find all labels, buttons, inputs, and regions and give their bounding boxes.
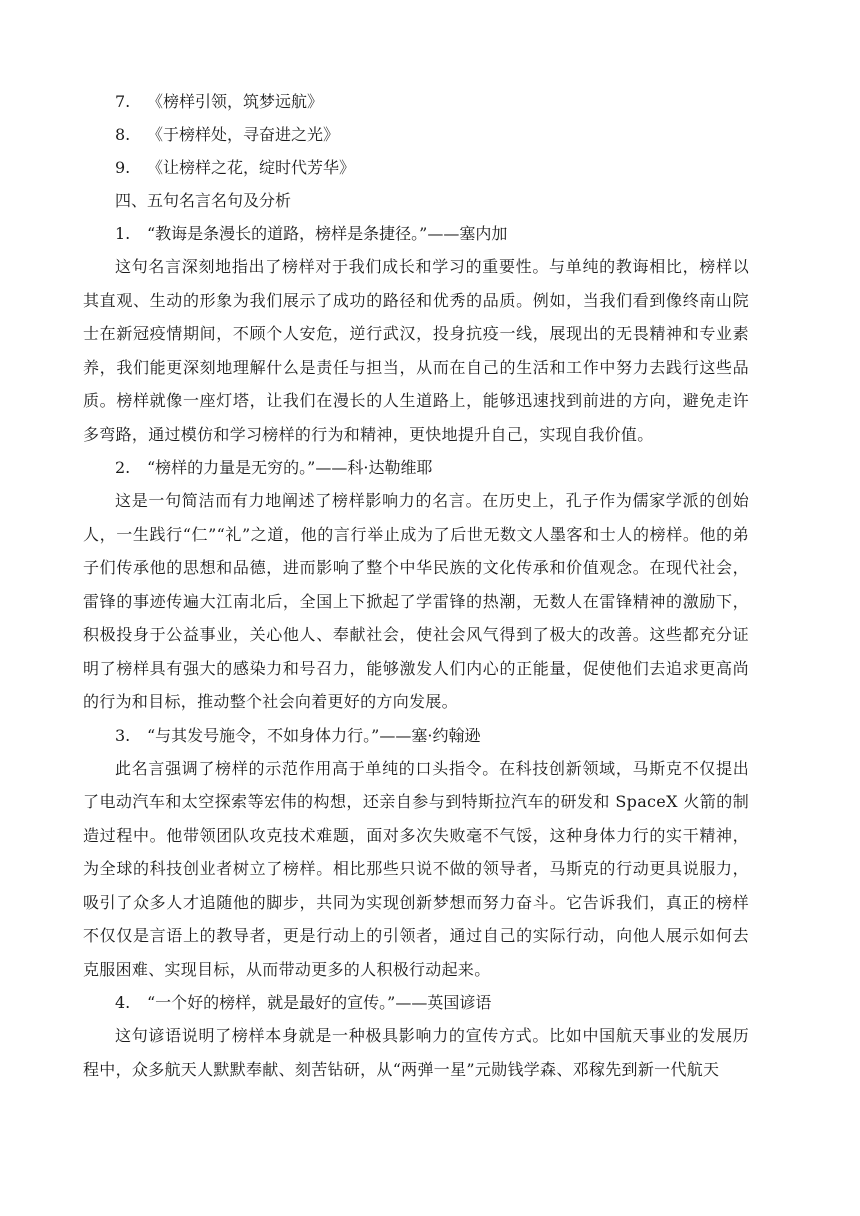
quote-number: 4. [115, 993, 131, 1012]
title-item-text: 《榜样引领，筑梦远航》 [147, 92, 324, 111]
title-item-9 [115, 151, 749, 184]
quote-heading-1 [115, 217, 749, 250]
title-item-7 [115, 85, 749, 118]
title-item-text: 《让榜样之花，绽时代芳华》 [147, 158, 356, 177]
section-heading: 四、五句名言名句及分析 [115, 191, 292, 210]
quote-analysis-2: 这是一句简洁而有力地阐述了榜样影响力的名言。在历史上，孔子作为儒家学派的创始人，一生践行“仁”“礼”之道，他的言行举止成为了后世无数文人墨客和士人的榜样。他的弟子们传承他的思想和品德，进而影响了整个中华民族的文化传承和价值观念。在现代社会，雷锋的事迹传遍大江南北后，全国上下掀起了学雷锋的热潮，无数人在雷锋精神的激励下，积极投身于公益事业，关心他人、奉献社会，使社会风气得到了极大的改善。这些都充分证明了榜样具有强大的感染力和号召力，能够激发人们内心的正能量，促使他们去追求更高尚的行为和目标，推动整个社会向着更好的方向发展。 [83, 491, 749, 711]
quote-analysis-1: 这句名言深刻地指出了榜样对于我们成长和学习的重要性。与单纯的教诲相比，榜样以其直观、生动的形象为我们展示了成功的路径和优秀的品质。例如，当我们看到像终南山院士在新冠疫情期间，不顾个人安危，逆行武汉，投身抗疫一线，展现出的无畏精神和专业素养，我们能更深刻地理解什么是责任与担当，从而在自己的生活和工作中努力去践行这些品质。榜样就像一座灯塔，让我们在漫长的人生道路上，能够迅速找到前进的方向，避免走许多弯路，通过模仿和学习榜样的行为和精神，更快地提升自己，实现自我价值。 [83, 257, 749, 444]
title-item-text: 《于榜样处，寻奋进之光》 [147, 125, 340, 144]
quote-text: “教诲是条漫长的道路，榜样是条捷径。”——塞内加 [147, 224, 508, 243]
quote-text: “一个好的榜样，就是最好的宣传。”——英国谚语 [147, 993, 492, 1012]
quote-heading-2 [115, 451, 749, 484]
title-item-number: 8. [115, 125, 131, 144]
quote-number: 1. [115, 224, 131, 243]
title-item-number: 7. [115, 92, 131, 111]
quote-number: 2. [115, 458, 131, 477]
quote-heading-3 [115, 719, 749, 752]
quote-text: “榜样的力量是无穷的。”——科·达勒维耶 [147, 458, 433, 477]
quote-number: 3. [115, 725, 131, 745]
title-item-8 [115, 118, 749, 151]
title-item-number: 9. [115, 158, 131, 177]
quote-text: “与其发号施令，不如身体力行。”——塞·约翰逊 [147, 725, 481, 745]
quote-analysis-3: 此名言强调了榜样的示范作用高于单纯的口头指令。在科技创新领域，马斯克不仅提出了电动汽车和太空探索等宏伟的构想，还亲自参与到特斯拉汽车的研发和 SpaceX 火箭的制造过程中。他带领团队攻克技术难题，面对多次失败毫不气馁，这种身体力行的实干精神，为全球的科技创业者树立了榜样。相比那些只说不做的领导者，马斯克的行动更具说服力，吸引了众多人才追随他的脚步，共同为实现创新梦想而努力奋斗。它告诉我们，真正的榜样不仅仅是言语上的教导者，更是行动上的引领者，通过自己的实际行动，向他人展示如何去克服困难、实现目标，从而带动更多的人积极行动起来。 [83, 758, 749, 979]
quote-analysis-4: 这句谚语说明了榜样本身就是一种极具影响力的宣传方式。比如中国航天事业的发展历程中，众多航天人默默奉献、刻苦钻研，从“两弹一星”元勋钱学森、邓稼先到新一代航天 [83, 1026, 749, 1079]
quote-heading-4 [115, 986, 749, 1019]
